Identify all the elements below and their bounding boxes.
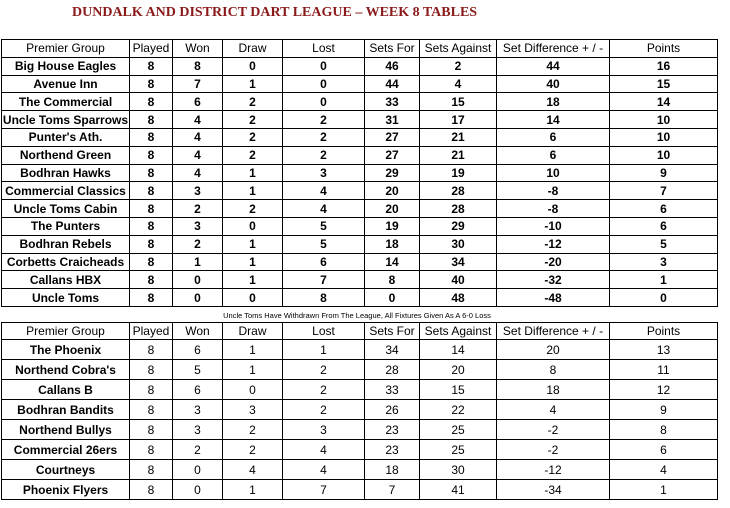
team-name-cell: The Commercial bbox=[2, 93, 130, 111]
stat-cell: 4 bbox=[173, 111, 223, 129]
stat-cell: 8 bbox=[130, 340, 173, 360]
stat-cell: 3 bbox=[173, 420, 223, 440]
stat-cell: 4 bbox=[283, 200, 365, 218]
table-row bbox=[2, 182, 718, 200]
stat-cell: 11 bbox=[610, 360, 718, 380]
team-name-cell: Commercial Classics bbox=[2, 182, 130, 200]
stat-cell: -8 bbox=[497, 182, 610, 200]
stat-cell: 4 bbox=[283, 440, 365, 460]
stat-cell: 4 bbox=[497, 400, 610, 420]
stat-cell: 1 bbox=[223, 340, 283, 360]
stat-cell: 2 bbox=[173, 200, 223, 218]
page-title: DUNDALK AND DISTRICT DART LEAGUE – WEEK 8 TABLES bbox=[72, 5, 478, 20]
table-row bbox=[2, 420, 718, 440]
stat-cell: 3 bbox=[283, 164, 365, 182]
stat-cell: -12 bbox=[497, 460, 610, 480]
table-row bbox=[2, 235, 718, 253]
stat-cell: 2 bbox=[223, 93, 283, 111]
stat-cell: 23 bbox=[365, 420, 420, 440]
stat-cell: 5 bbox=[173, 360, 223, 380]
stat-cell: 1 bbox=[223, 253, 283, 271]
stat-cell: 8 bbox=[365, 271, 420, 289]
stat-cell: 2 bbox=[223, 200, 283, 218]
stat-cell: 8 bbox=[130, 182, 173, 200]
column-header: Sets Against bbox=[420, 40, 497, 58]
team-name-cell: Northend Bullys bbox=[2, 420, 130, 440]
stat-cell: 22 bbox=[420, 400, 497, 420]
stat-cell: 8 bbox=[497, 360, 610, 380]
stat-cell: 20 bbox=[365, 200, 420, 218]
team-name-cell: Uncle Toms Cabin bbox=[2, 200, 130, 218]
stat-cell: -10 bbox=[497, 217, 610, 235]
stat-cell: 4 bbox=[173, 146, 223, 164]
stat-cell: 27 bbox=[365, 146, 420, 164]
table-row bbox=[2, 440, 718, 460]
stat-cell: 2 bbox=[420, 57, 497, 75]
stat-cell: 1 bbox=[223, 182, 283, 200]
table-row bbox=[2, 289, 718, 307]
stat-cell: 6 bbox=[173, 340, 223, 360]
team-name-cell: Phoenix Flyers bbox=[2, 480, 130, 500]
stat-cell: 13 bbox=[610, 340, 718, 360]
team-name-cell: Corbetts Craicheads bbox=[2, 253, 130, 271]
team-name-cell: Courtneys bbox=[2, 460, 130, 480]
stat-cell: 0 bbox=[173, 480, 223, 500]
stat-cell: 2 bbox=[223, 440, 283, 460]
table-row bbox=[2, 380, 718, 400]
stat-cell: 12 bbox=[610, 380, 718, 400]
stat-cell: 46 bbox=[365, 57, 420, 75]
column-header: Points bbox=[610, 40, 718, 58]
stat-cell: -2 bbox=[497, 420, 610, 440]
stat-cell: 8 bbox=[130, 460, 173, 480]
withdrawal-notice: Uncle Toms Have Withdrawn From The League, All Fixtures Given As A 6-0 Loss bbox=[223, 311, 491, 320]
stat-cell: 8 bbox=[130, 420, 173, 440]
stat-cell: 0 bbox=[223, 57, 283, 75]
stat-cell: 48 bbox=[420, 289, 497, 307]
team-name-cell: Northend Green bbox=[2, 146, 130, 164]
stat-cell: 2 bbox=[223, 111, 283, 129]
table-row bbox=[2, 146, 718, 164]
stat-cell: 1 bbox=[610, 271, 718, 289]
stat-cell: 1 bbox=[223, 235, 283, 253]
table-row bbox=[2, 217, 718, 235]
stat-cell: 8 bbox=[130, 480, 173, 500]
stat-cell: 25 bbox=[420, 440, 497, 460]
stat-cell: 14 bbox=[497, 111, 610, 129]
stat-cell: 15 bbox=[610, 75, 718, 93]
stat-cell: 29 bbox=[420, 217, 497, 235]
stat-cell: 8 bbox=[130, 57, 173, 75]
premier-group-table-1 bbox=[1, 39, 718, 307]
stat-cell: 7 bbox=[610, 182, 718, 200]
stat-cell: 2 bbox=[223, 420, 283, 440]
column-header: Lost bbox=[283, 323, 365, 340]
column-header: Premier Group bbox=[2, 40, 130, 58]
stat-cell: 44 bbox=[365, 75, 420, 93]
stat-cell: 6 bbox=[610, 217, 718, 235]
stat-cell: 7 bbox=[365, 480, 420, 500]
stat-cell: 1 bbox=[610, 480, 718, 500]
stat-cell: -2 bbox=[497, 440, 610, 460]
table-row bbox=[2, 111, 718, 129]
stat-cell: 1 bbox=[283, 340, 365, 360]
stat-cell: 4 bbox=[283, 460, 365, 480]
stat-cell: 1 bbox=[223, 75, 283, 93]
stat-cell: 0 bbox=[365, 289, 420, 307]
stat-cell: -12 bbox=[497, 235, 610, 253]
stat-cell: 18 bbox=[497, 93, 610, 111]
table-row bbox=[2, 400, 718, 420]
stat-cell: 4 bbox=[173, 128, 223, 146]
stat-cell: 26 bbox=[365, 400, 420, 420]
stat-cell: 8 bbox=[130, 93, 173, 111]
stat-cell: 14 bbox=[420, 340, 497, 360]
stat-cell: 0 bbox=[223, 289, 283, 307]
table-row bbox=[2, 271, 718, 289]
table-row bbox=[2, 57, 718, 75]
stat-cell: 17 bbox=[420, 111, 497, 129]
column-header: Lost bbox=[283, 40, 365, 58]
stat-cell: 28 bbox=[420, 182, 497, 200]
stat-cell: 0 bbox=[223, 380, 283, 400]
stat-cell: 20 bbox=[420, 360, 497, 380]
stat-cell: 10 bbox=[610, 128, 718, 146]
stat-cell: 2 bbox=[283, 400, 365, 420]
stat-cell: 8 bbox=[283, 289, 365, 307]
stat-cell: 6 bbox=[497, 146, 610, 164]
team-name-cell: Uncle Toms bbox=[2, 289, 130, 307]
stat-cell: 21 bbox=[420, 146, 497, 164]
team-name-cell: Punter's Ath. bbox=[2, 128, 130, 146]
column-header: Sets Against bbox=[420, 323, 497, 340]
stat-cell: 5 bbox=[610, 235, 718, 253]
column-header: Set Difference + / - bbox=[497, 323, 610, 340]
stat-cell: 8 bbox=[130, 200, 173, 218]
stat-cell: 6 bbox=[497, 128, 610, 146]
stat-cell: 1 bbox=[223, 360, 283, 380]
team-name-cell: The Punters bbox=[2, 217, 130, 235]
stat-cell: 4 bbox=[420, 75, 497, 93]
team-name-cell: The Phoenix bbox=[2, 340, 130, 360]
stat-cell: 15 bbox=[420, 93, 497, 111]
stat-cell: 8 bbox=[130, 380, 173, 400]
stat-cell: 27 bbox=[365, 128, 420, 146]
stat-cell: 40 bbox=[420, 271, 497, 289]
stat-cell: 30 bbox=[420, 235, 497, 253]
table-row bbox=[2, 460, 718, 480]
stat-cell: 31 bbox=[365, 111, 420, 129]
stat-cell: 8 bbox=[130, 164, 173, 182]
stat-cell: 2 bbox=[223, 128, 283, 146]
table-header-row bbox=[2, 40, 718, 58]
stat-cell: 18 bbox=[497, 380, 610, 400]
team-name-cell: Bodhran Hawks bbox=[2, 164, 130, 182]
stat-cell: 7 bbox=[173, 75, 223, 93]
table-row bbox=[2, 200, 718, 218]
stat-cell: 0 bbox=[610, 289, 718, 307]
stat-cell: 2 bbox=[283, 128, 365, 146]
stat-cell: 3 bbox=[283, 420, 365, 440]
column-header: Draw bbox=[223, 323, 283, 340]
stat-cell: 28 bbox=[420, 200, 497, 218]
stat-cell: 34 bbox=[365, 340, 420, 360]
stat-cell: 0 bbox=[173, 289, 223, 307]
stat-cell: 3 bbox=[173, 182, 223, 200]
stat-cell: 14 bbox=[610, 93, 718, 111]
stat-cell: 29 bbox=[365, 164, 420, 182]
stat-cell: 0 bbox=[173, 271, 223, 289]
column-header: Won bbox=[173, 323, 223, 340]
stat-cell: 9 bbox=[610, 164, 718, 182]
stat-cell: -32 bbox=[497, 271, 610, 289]
stat-cell: 19 bbox=[420, 164, 497, 182]
stat-cell: 18 bbox=[365, 460, 420, 480]
stat-cell: 1 bbox=[223, 480, 283, 500]
stat-cell: 8 bbox=[130, 146, 173, 164]
team-name-cell: Northend Cobra's bbox=[2, 360, 130, 380]
stat-cell: 8 bbox=[130, 128, 173, 146]
column-header: Set Difference + / - bbox=[497, 40, 610, 58]
team-name-cell: Avenue Inn bbox=[2, 75, 130, 93]
stat-cell: 0 bbox=[173, 460, 223, 480]
stat-cell: 8 bbox=[610, 420, 718, 440]
team-name-cell: Bodhran Bandits bbox=[2, 400, 130, 420]
stat-cell: 8 bbox=[130, 289, 173, 307]
stat-cell: 6 bbox=[173, 93, 223, 111]
column-header: Points bbox=[610, 323, 718, 340]
column-header: Draw bbox=[223, 40, 283, 58]
stat-cell: 8 bbox=[130, 271, 173, 289]
stat-cell: 6 bbox=[610, 200, 718, 218]
table-row bbox=[2, 253, 718, 271]
stat-cell: 8 bbox=[130, 235, 173, 253]
stat-cell: 40 bbox=[497, 75, 610, 93]
column-header: Premier Group bbox=[2, 323, 130, 340]
stat-cell: 3 bbox=[173, 400, 223, 420]
stat-cell: 8 bbox=[130, 440, 173, 460]
table-row bbox=[2, 480, 718, 500]
stat-cell: -48 bbox=[497, 289, 610, 307]
stat-cell: 2 bbox=[173, 235, 223, 253]
table-row bbox=[2, 340, 718, 360]
stat-cell: 2 bbox=[283, 111, 365, 129]
stat-cell: 34 bbox=[420, 253, 497, 271]
stat-cell: 1 bbox=[223, 164, 283, 182]
stat-cell: 18 bbox=[365, 235, 420, 253]
stat-cell: 6 bbox=[610, 440, 718, 460]
column-header: Sets For bbox=[365, 40, 420, 58]
team-name-cell: Bodhran Rebels bbox=[2, 235, 130, 253]
stat-cell: 10 bbox=[497, 164, 610, 182]
stat-cell: 2 bbox=[283, 360, 365, 380]
team-name-cell: Commercial 26ers bbox=[2, 440, 130, 460]
stat-cell: 10 bbox=[610, 111, 718, 129]
stat-cell: -34 bbox=[497, 480, 610, 500]
team-name-cell: Uncle Toms Sparrows bbox=[2, 112, 129, 127]
table-row bbox=[2, 93, 718, 111]
table-row bbox=[2, 164, 718, 182]
stat-cell: 8 bbox=[130, 217, 173, 235]
stat-cell: 8 bbox=[173, 57, 223, 75]
stat-cell: 2 bbox=[283, 380, 365, 400]
table-row bbox=[2, 75, 718, 93]
stat-cell: 4 bbox=[610, 460, 718, 480]
stat-cell: 8 bbox=[130, 360, 173, 380]
stat-cell: 9 bbox=[610, 400, 718, 420]
stat-cell: 15 bbox=[420, 380, 497, 400]
table-row bbox=[2, 360, 718, 380]
stat-cell: 3 bbox=[223, 400, 283, 420]
stat-cell: 33 bbox=[365, 93, 420, 111]
column-header: Played bbox=[130, 323, 173, 340]
stat-cell: 41 bbox=[420, 480, 497, 500]
stat-cell: 0 bbox=[283, 57, 365, 75]
stat-cell: 6 bbox=[173, 380, 223, 400]
column-header: Played bbox=[130, 40, 173, 58]
stat-cell: 0 bbox=[283, 93, 365, 111]
team-name-cell: Big House Eagles bbox=[2, 57, 130, 75]
stat-cell: 16 bbox=[610, 57, 718, 75]
stat-cell: 3 bbox=[610, 253, 718, 271]
table-header-row bbox=[2, 323, 718, 340]
stat-cell: 44 bbox=[497, 57, 610, 75]
stat-cell: 8 bbox=[130, 253, 173, 271]
stat-cell: 10 bbox=[610, 146, 718, 164]
stat-cell: 0 bbox=[223, 217, 283, 235]
stat-cell: 19 bbox=[365, 217, 420, 235]
stat-cell: 4 bbox=[173, 164, 223, 182]
stat-cell: 30 bbox=[420, 460, 497, 480]
stat-cell: 6 bbox=[283, 253, 365, 271]
premier-group-table-2 bbox=[1, 322, 718, 500]
stat-cell: 2 bbox=[223, 146, 283, 164]
stat-cell: 4 bbox=[223, 460, 283, 480]
stat-cell: 2 bbox=[283, 146, 365, 164]
stat-cell: 8 bbox=[130, 75, 173, 93]
stat-cell: 7 bbox=[283, 271, 365, 289]
stat-cell: 21 bbox=[420, 128, 497, 146]
stat-cell: -20 bbox=[497, 253, 610, 271]
column-header: Sets For bbox=[365, 323, 420, 340]
stat-cell: 8 bbox=[130, 111, 173, 129]
stat-cell: 14 bbox=[365, 253, 420, 271]
stat-cell: 20 bbox=[497, 340, 610, 360]
stat-cell: 8 bbox=[130, 400, 173, 420]
stat-cell: -8 bbox=[497, 200, 610, 218]
stat-cell: 20 bbox=[365, 182, 420, 200]
stat-cell: 33 bbox=[365, 380, 420, 400]
stat-cell: 7 bbox=[283, 480, 365, 500]
stat-cell: 5 bbox=[283, 235, 365, 253]
stat-cell: 4 bbox=[283, 182, 365, 200]
team-name-cell: Callans HBX bbox=[2, 271, 130, 289]
stat-cell: 2 bbox=[173, 440, 223, 460]
stat-cell: 25 bbox=[420, 420, 497, 440]
stat-cell: 3 bbox=[173, 217, 223, 235]
stat-cell: 5 bbox=[283, 217, 365, 235]
table-row bbox=[2, 128, 718, 146]
stat-cell: 1 bbox=[223, 271, 283, 289]
stat-cell: 0 bbox=[283, 75, 365, 93]
team-name-cell: Callans B bbox=[2, 380, 130, 400]
stat-cell: 1 bbox=[173, 253, 223, 271]
stat-cell: 23 bbox=[365, 440, 420, 460]
column-header: Won bbox=[173, 40, 223, 58]
stat-cell: 28 bbox=[365, 360, 420, 380]
